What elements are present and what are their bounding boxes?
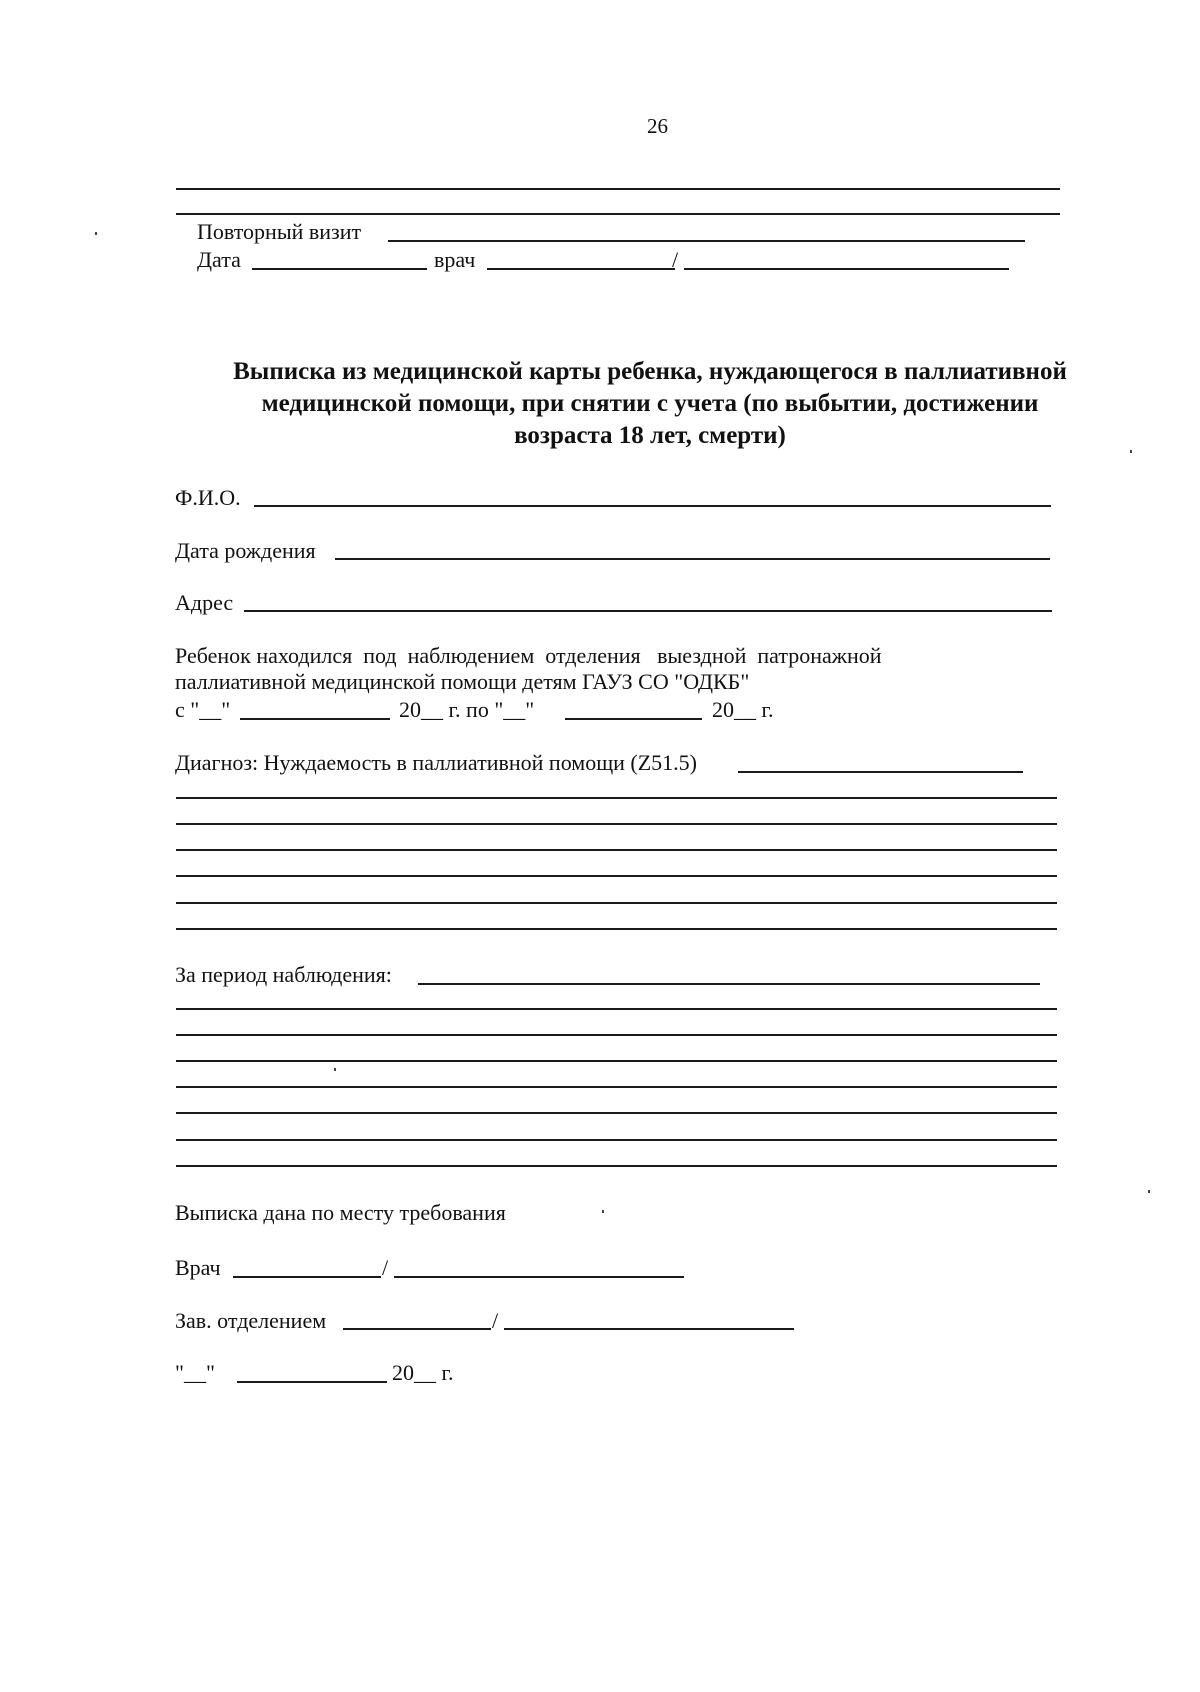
title-line-3: возраста 18 лет, смерти) [514, 422, 786, 449]
diagnosis-line[interactable] [176, 875, 1057, 877]
scan-speck [602, 1210, 604, 1213]
revisit-slash: / [672, 247, 679, 272]
period-line[interactable] [176, 1034, 1057, 1036]
scan-speck [334, 1068, 336, 1071]
period-label: За период наблюдения: [175, 962, 392, 987]
blank-line [176, 188, 1060, 190]
birth-date-label: Дата рождения [175, 538, 316, 563]
revisit-doctor-name-field[interactable] [684, 268, 1009, 270]
period-line[interactable] [176, 1139, 1057, 1141]
head-signature-slash: / [492, 1308, 499, 1333]
observation-line-2: паллиативной медицинской помощи детям ГАУЗ СО "ОДКБ" [175, 669, 750, 694]
address-field[interactable] [244, 610, 1052, 612]
signature-date-prefix: "__" [175, 1360, 215, 1385]
doctor-signature-label: Врач [175, 1255, 221, 1280]
diagnosis-line[interactable] [176, 823, 1057, 825]
revisit-doctor-label: врач [434, 247, 476, 272]
revisit-label: Повторный визит [197, 219, 362, 244]
doctor-name-field[interactable] [394, 1276, 684, 1278]
observation-year-end: 20__ г. [712, 697, 774, 722]
head-signature-label: Зав. отделением [175, 1308, 327, 1333]
document-title [170, 356, 1130, 452]
revisit-date-label: Дата [197, 247, 241, 272]
observation-from-date-field[interactable] [240, 718, 390, 720]
head-signature-field[interactable] [343, 1328, 491, 1330]
revisit-date-field[interactable] [252, 268, 427, 270]
page-number: 26 [647, 114, 668, 138]
scan-speck [1130, 450, 1132, 453]
period-line[interactable] [176, 1086, 1057, 1088]
period-line[interactable] [176, 1112, 1057, 1114]
diagnosis-field[interactable] [738, 771, 1023, 773]
period-line[interactable] [176, 1008, 1057, 1010]
period-field[interactable] [418, 983, 1040, 985]
diagnosis-line[interactable] [176, 849, 1057, 851]
address-label: Адрес [175, 590, 234, 615]
diagnosis-line[interactable] [176, 797, 1057, 799]
revisit-field[interactable] [388, 240, 1025, 242]
doctor-signature-slash: / [382, 1255, 389, 1280]
diagnosis-line[interactable] [176, 902, 1057, 904]
fio-label: Ф.И.О. [175, 485, 241, 510]
title-line-1: Выписка из медицинской карты ребенка, нуждающегося в паллиативной [233, 358, 1067, 385]
fio-field[interactable] [254, 505, 1051, 507]
observation-year-mid: 20__ г. по "__" [399, 697, 535, 722]
title-line-2: медицинской помощи, при снятии с учета (по выбытии, достижении [261, 390, 1039, 417]
signature-year: 20__ г. [392, 1360, 454, 1385]
diagnosis-label: Диагноз: Нуждаемость в паллиативной помощи (Z51.5) [175, 750, 697, 775]
head-name-field[interactable] [504, 1328, 794, 1330]
signature-date-field[interactable] [237, 1381, 387, 1383]
blank-line [176, 213, 1060, 215]
diagnosis-line[interactable] [176, 928, 1057, 930]
scan-speck [95, 232, 97, 235]
revisit-doctor-field[interactable] [487, 268, 675, 270]
issued-text: Выписка дана по месту требования [175, 1200, 506, 1225]
observation-from-prefix: с "__" [175, 697, 231, 722]
doctor-signature-field[interactable] [233, 1276, 381, 1278]
birth-date-field[interactable] [335, 558, 1050, 560]
observation-to-date-field[interactable] [565, 718, 702, 720]
scan-speck [1148, 1190, 1150, 1193]
period-line[interactable] [176, 1165, 1057, 1167]
period-line[interactable] [176, 1060, 1057, 1062]
observation-line-1: Ребенок находился под наблюдением отделения выездной патронажной [175, 643, 882, 668]
